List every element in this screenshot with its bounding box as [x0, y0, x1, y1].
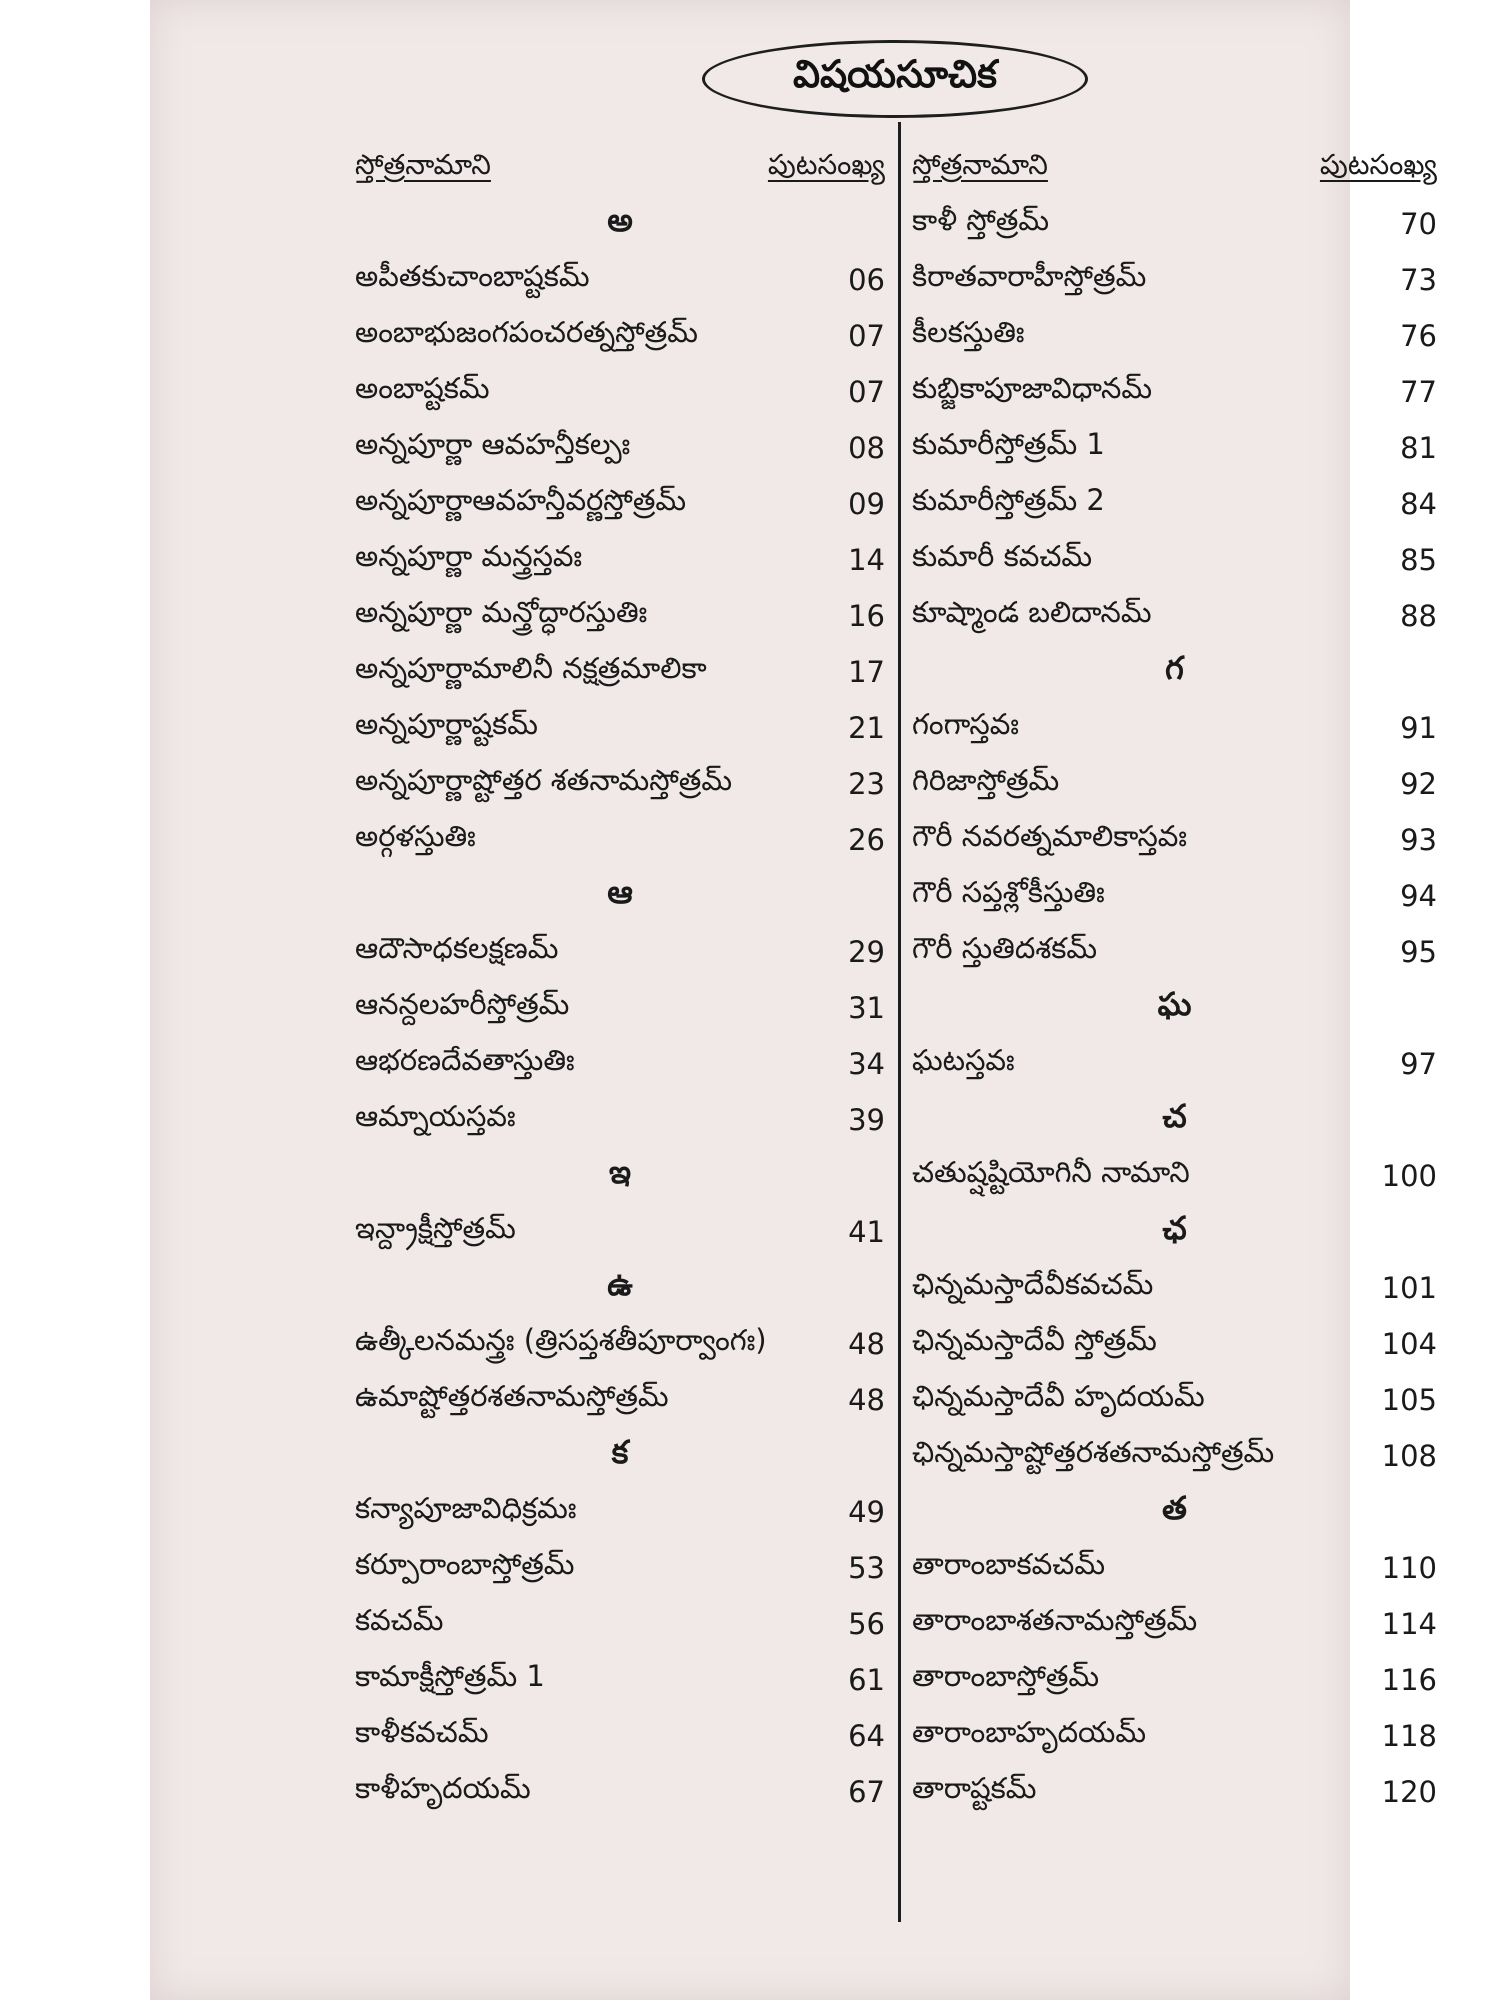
entry-page-number: 94	[1400, 879, 1437, 913]
toc-entry	[355, 644, 885, 700]
column-divider	[898, 122, 901, 1922]
entry-title: తారాష్టకమ్	[912, 1771, 1037, 1805]
toc-entry	[912, 252, 1437, 308]
book-page	[150, 0, 1437, 2000]
entry-page-number: 110	[1381, 1551, 1437, 1585]
toc-entry	[355, 252, 885, 308]
entry-title: అన్నపూర్ణా మన్త్రోద్ధారస్తుతిః	[355, 595, 648, 629]
entry-title: చతుష్షష్టియోగినీ నామాని	[912, 1155, 1190, 1189]
entry-page-number: 41	[848, 1215, 885, 1249]
entry-page-number: 34	[848, 1047, 885, 1081]
toc-entry	[912, 1316, 1437, 1372]
entry-page-number: 100	[1381, 1159, 1437, 1193]
entry-page-number: 67	[848, 1775, 885, 1809]
toc-entry	[355, 1036, 885, 1092]
toc-entry	[912, 1260, 1437, 1316]
toc-entry	[355, 532, 885, 588]
entry-title: కుబ్జికాపూజావిధానమ్	[912, 371, 1153, 405]
entry-title: అన్నపూర్ణాఆవహన్తీవర్ణస్తోత్రమ్	[355, 483, 687, 517]
section-letter: త	[1162, 1489, 1187, 1527]
entry-title: గౌరీ నవరత్నమాలికాస్తవః	[912, 819, 1188, 853]
entry-title: కాళీ స్తోత్రమ్	[912, 203, 1050, 237]
header-page-label: పుటసంఖ్య	[1319, 148, 1437, 181]
toc-entry	[912, 364, 1437, 420]
toc-entry	[912, 1036, 1437, 1092]
entry-page-number: 08	[848, 431, 885, 465]
toc-entry	[912, 1540, 1437, 1596]
entry-title: ఆదౌసాధకలక్షణమ్	[355, 931, 559, 965]
entry-title: గంగాస్తవః	[912, 707, 1019, 741]
section-letter: చ	[1162, 1097, 1187, 1135]
toc-entry	[912, 532, 1437, 588]
entry-title: గౌరీ సప్తశ్లోకీస్తుతిః	[912, 875, 1105, 909]
entry-title: తారాంబాశతనామస్తోత్రమ్	[912, 1603, 1198, 1637]
toc-entry	[355, 364, 885, 420]
entry-page-number: 61	[848, 1663, 885, 1697]
entry-title: కర్పూరాంబాస్తోత్రమ్	[355, 1547, 575, 1581]
entry-title: ఆభరణదేవతాస్తుతిః	[355, 1043, 575, 1077]
section-letter: ఘ	[1157, 985, 1192, 1023]
entry-title: గిరిజాస్తోత్రమ్	[912, 763, 1060, 797]
section-letter: గ	[1165, 649, 1184, 687]
header-name-label: స్తోత్రనామాని	[355, 148, 491, 181]
entry-page-number: 101	[1381, 1271, 1437, 1305]
entry-page-number: 70	[1400, 207, 1437, 241]
entry-page-number: 92	[1400, 767, 1437, 801]
toc-entry	[912, 700, 1437, 756]
right-entries	[912, 196, 1437, 1820]
left-entries	[355, 196, 885, 1820]
entry-page-number: 64	[848, 1719, 885, 1753]
entry-page-number: 39	[848, 1103, 885, 1137]
entry-page-number: 48	[848, 1383, 885, 1417]
section-letter: ఉ	[607, 1265, 633, 1303]
entry-title: ఉత్కీలనమన్త్రః (త్రిసప్తశతీపూర్వాంగః)	[355, 1323, 767, 1357]
toc-entry	[912, 1148, 1437, 1204]
toc-entry	[355, 1372, 885, 1428]
entry-title: కుమారీస్తోత్రమ్ 2	[912, 483, 1105, 517]
entry-title: కుమారీ కవచమ్	[912, 539, 1093, 573]
entry-page-number: 120	[1381, 1775, 1437, 1809]
entry-title: ఛిన్నమస్తాదేవీ స్తోత్రమ్	[912, 1323, 1157, 1357]
entry-page-number: 07	[848, 375, 885, 409]
entry-page-number: 84	[1400, 487, 1437, 521]
toc-entry	[912, 1764, 1437, 1820]
entry-page-number: 114	[1381, 1607, 1437, 1641]
toc-entry	[355, 756, 885, 812]
entry-page-number: 105	[1381, 1383, 1437, 1417]
entry-page-number: 95	[1400, 935, 1437, 969]
entry-page-number: 97	[1400, 1047, 1437, 1081]
toc-entry	[912, 1652, 1437, 1708]
entry-title: కిరాతవారాహీస్తోత్రమ్	[912, 259, 1147, 293]
entry-title: ఛిన్నమస్తాదేవీ హృదయమ్	[912, 1379, 1205, 1413]
toc-entry	[912, 924, 1437, 980]
entry-page-number: 88	[1400, 599, 1437, 633]
toc-entry	[355, 1652, 885, 1708]
toc-entry	[912, 1428, 1437, 1484]
entry-title: ఆమ్నాయస్తవః	[355, 1099, 516, 1133]
entry-title: అంబాభుజంగపంచరత్నస్తోత్రమ్	[355, 315, 698, 349]
entry-page-number: 91	[1400, 711, 1437, 745]
toc-entry	[355, 700, 885, 756]
toc-entry	[355, 1484, 885, 1540]
entry-page-number: 76	[1400, 319, 1437, 353]
entry-title: అన్నపూర్ణా మన్త్రస్తవః	[355, 539, 583, 573]
section-letter: అ	[607, 201, 633, 239]
entry-page-number: 118	[1381, 1719, 1437, 1753]
toc-entry	[912, 196, 1437, 252]
entry-page-number: 17	[848, 655, 885, 689]
header-page-label: పుటసంఖ్య	[767, 148, 885, 181]
toc-entry	[912, 308, 1437, 364]
section-letter: ఇ	[608, 1153, 632, 1191]
entry-page-number: 09	[848, 487, 885, 521]
toc-entry	[355, 1764, 885, 1820]
entry-title: తారాంబాస్తోత్రమ్	[912, 1659, 1100, 1693]
entry-page-number: 49	[848, 1495, 885, 1529]
entry-page-number: 06	[848, 263, 885, 297]
entry-title: కుమారీస్తోత్రమ్ 1	[912, 427, 1105, 461]
entry-page-number: 116	[1381, 1663, 1437, 1697]
toc-entry	[355, 924, 885, 980]
toc-entry	[912, 1372, 1437, 1428]
right-column	[912, 140, 1437, 1820]
toc-entry	[912, 476, 1437, 532]
entry-title: ఛిన్నమస్తాదేవీకవచమ్	[912, 1267, 1154, 1301]
page-title: విషయసూచిక	[702, 40, 1088, 118]
entry-title: కన్యాపూజావిధిక్రమః	[355, 1491, 577, 1525]
header-name-label: స్తోత్రనామాని	[912, 148, 1048, 181]
column-header	[355, 140, 885, 196]
entry-page-number: 16	[848, 599, 885, 633]
entry-title: కూష్మాండ బలిదానమ్	[912, 595, 1152, 629]
entry-title: అన్నపూర్ణాష్టోత్తర శతనామస్తోత్రమ్	[355, 763, 732, 797]
section-letter: ఆ	[607, 873, 633, 911]
entry-title: అంబాష్టకమ్	[355, 371, 490, 405]
toc-entry	[912, 868, 1437, 924]
entry-title: ఘటస్తవః	[912, 1043, 1015, 1077]
toc-entry	[912, 420, 1437, 476]
column-header	[912, 140, 1437, 196]
entry-title: ఇన్ద్రాక్షీస్తోత్రమ్	[355, 1211, 516, 1245]
toc-entry	[355, 1708, 885, 1764]
section-letter: క	[611, 1433, 629, 1471]
entry-page-number: 85	[1400, 543, 1437, 577]
entry-page-number: 108	[1381, 1439, 1437, 1473]
entry-title: ఛిన్నమస్తాష్టోత్తరశతనామస్తోత్రమ్	[912, 1435, 1275, 1469]
entry-page-number: 23	[848, 767, 885, 801]
entry-title: ఆనన్దలహరీస్తోత్రమ్	[355, 987, 570, 1021]
toc-entry	[912, 588, 1437, 644]
toc-entry	[912, 1708, 1437, 1764]
entry-page-number: 81	[1400, 431, 1437, 465]
entry-title: కీలకస్తుతిః	[912, 315, 1025, 349]
toc-entry	[355, 980, 885, 1036]
entry-page-number: 56	[848, 1607, 885, 1641]
entry-page-number: 29	[848, 935, 885, 969]
toc-entry	[355, 588, 885, 644]
left-column	[355, 140, 885, 1820]
entry-title: తారాంబాహృదయమ్	[912, 1715, 1147, 1749]
entry-title: ఉమాష్టోత్తరశతనామస్తోత్రమ్	[355, 1379, 669, 1413]
entry-page-number: 73	[1400, 263, 1437, 297]
entry-page-number: 21	[848, 711, 885, 745]
entry-page-number: 31	[848, 991, 885, 1025]
entry-title: కామాక్షీస్తోత్రమ్ 1	[355, 1659, 545, 1693]
entry-title: అర్గళస్తుతిః	[355, 819, 476, 853]
toc-entry	[355, 1596, 885, 1652]
entry-title: కాళీహృదయమ్	[355, 1771, 531, 1805]
entry-title: అన్నపూర్ణామాలినీ నక్షత్రమాలికా	[355, 651, 707, 685]
entry-page-number: 53	[848, 1551, 885, 1585]
toc-entry	[355, 1204, 885, 1260]
section-letter: ఛ	[1162, 1209, 1187, 1247]
entry-page-number: 93	[1400, 823, 1437, 857]
toc-entry	[355, 476, 885, 532]
toc-entry	[912, 1596, 1437, 1652]
entry-title: అన్నపూర్ణా ఆవహన్తీకల్పః	[355, 427, 631, 461]
entry-page-number: 07	[848, 319, 885, 353]
toc-entry	[355, 1092, 885, 1148]
entry-title: కాళీకవచమ్	[355, 1715, 489, 1749]
entry-title: అన్నపూర్ణాష్టకమ్	[355, 707, 538, 741]
entry-page-number: 104	[1381, 1327, 1437, 1361]
toc-entry	[912, 812, 1437, 868]
toc-entry	[355, 420, 885, 476]
entry-page-number: 48	[848, 1327, 885, 1361]
entry-page-number: 26	[848, 823, 885, 857]
entry-page-number: 77	[1400, 375, 1437, 409]
entry-page-number: 14	[848, 543, 885, 577]
toc-entry	[355, 1540, 885, 1596]
entry-title: తారాంబాకవచమ్	[912, 1547, 1106, 1581]
toc-entry	[355, 812, 885, 868]
entry-title: కవచమ్	[355, 1603, 444, 1637]
toc-entry	[355, 308, 885, 364]
toc-entry	[912, 756, 1437, 812]
entry-title: గౌరీ స్తుతిదశకమ్	[912, 931, 1098, 965]
toc-entry	[355, 1316, 885, 1372]
entry-title: అపీతకుచాంబాష్టకమ్	[355, 259, 590, 293]
